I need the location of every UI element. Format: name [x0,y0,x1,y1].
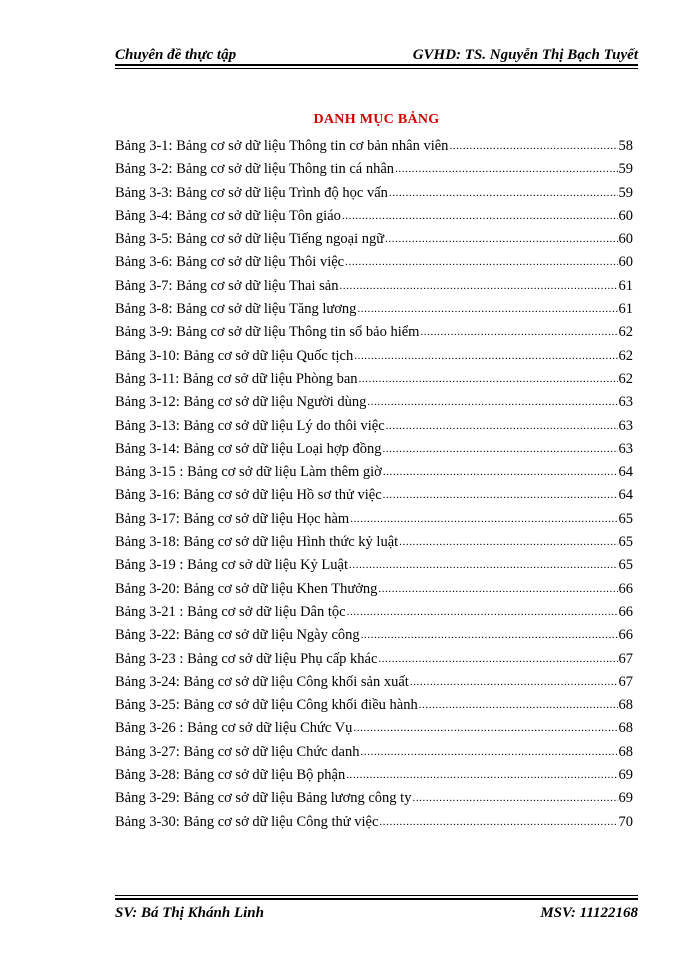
dot-leader [367,390,617,414]
dot-leader [379,810,617,834]
entry-page: 65 [618,510,633,527]
dot-leader [359,367,618,391]
header-rule-thin [115,68,638,69]
dot-leader [399,530,617,554]
entry-page: 58 [618,138,633,154]
entry-page: 60 [618,231,633,248]
entry-page: 62 [618,347,633,364]
dot-leader [395,157,617,181]
entry-label: Bảng 3-12: Bảng cơ sở dữ liệu Người dùng [115,394,367,411]
entry-page: 67 [618,650,633,667]
list-item[interactable] [115,484,633,507]
dot-leader [350,507,617,531]
dot-leader [349,553,617,577]
dot-leader [378,577,617,601]
entry-label: Bảng 3-4: Bảng cơ sở dữ liệu Tôn giáo [115,207,341,224]
list-item[interactable] [115,717,633,740]
entry-page: 61 [618,301,633,318]
list-item[interactable] [115,531,633,554]
list-item[interactable] [115,321,633,344]
list-item[interactable] [115,158,633,181]
entry-page: 62 [618,324,633,341]
list-item[interactable] [115,438,633,461]
dot-leader [383,460,618,484]
entry-page: 65 [618,557,633,574]
list-item[interactable] [115,741,633,764]
entry-page: 64 [618,464,633,481]
dot-leader [354,344,617,368]
dot-leader [410,670,618,694]
dot-leader [382,437,617,461]
dot-leader [342,204,618,228]
list-item[interactable] [115,135,633,158]
entry-label: Bảng 3-3: Bảng cơ sở dữ liệu Trình độ học vấn [115,184,388,201]
footer-student-id: MSV: 11122168 [540,904,638,921]
entry-label: Bảng 3-13: Bảng cơ sở dữ liệu Lý do thôi việc [115,417,385,434]
dot-leader [339,274,617,298]
list-item[interactable] [115,182,633,205]
list-item[interactable] [115,554,633,577]
dot-leader [378,647,617,671]
entry-label: Bảng 3-24: Bảng cơ sở dữ liệu Công khối sản xuất [115,673,409,690]
list-item[interactable] [115,624,633,647]
entry-page: 67 [618,673,633,690]
entry-page: 63 [618,440,633,457]
list-item[interactable] [115,508,633,531]
dot-leader [347,600,618,624]
dot-leader [449,134,617,158]
list-item[interactable] [115,671,633,694]
entry-label: Bảng 3-25: Bảng cơ sở dữ liệu Công khối điều hành [115,697,418,714]
list-item[interactable] [115,811,633,834]
entry-label: Bảng 3-5: Bảng cơ sở dữ liệu Tiếng ngoại ngữ [115,231,385,248]
entry-page: 60 [618,254,633,271]
list-item[interactable] [115,578,633,601]
entry-page: 66 [618,580,633,597]
dot-leader [345,250,617,274]
dot-leader [361,740,618,764]
entry-page: 68 [618,720,633,737]
list-item[interactable] [115,694,633,717]
entry-label: Bảng 3-28: Bảng cơ sở dữ liệu Bộ phận [115,767,346,784]
list-item[interactable] [115,415,633,438]
page-footer [115,902,638,924]
entry-page: 69 [618,767,633,784]
page-title: DANH MỤC BẢNG [313,112,440,127]
entry-page: 64 [618,487,633,504]
header-right-text: GVHD: TS. Nguyễn Thị Bạch Tuyết [412,47,638,63]
list-item[interactable] [115,368,633,391]
dot-leader [346,763,617,787]
dot-leader [389,181,618,205]
entry-page: 62 [618,370,633,387]
entry-page: 63 [618,394,633,411]
entry-label: Bảng 3-6: Bảng cơ sở dữ liệu Thôi việc [115,254,345,271]
dot-leader [419,693,618,717]
list-item[interactable] [115,391,633,414]
entry-label: Bảng 3-30: Bảng cơ sở dữ liệu Công thử việc [115,813,379,830]
entry-label: Bảng 3-22: Bảng cơ sở dữ liệu Ngày công [115,627,360,644]
footer-rule-thick [115,898,638,900]
footer-rule-thin [115,895,638,896]
list-item[interactable] [115,345,633,368]
list-item[interactable] [115,228,633,251]
list-item[interactable] [115,298,633,321]
entry-label: Bảng 3-2: Bảng cơ sở dữ liệu Thông tin cá nhân [115,161,395,178]
entry-page: 68 [618,743,633,760]
entry-label: Bảng 3-7: Bảng cơ sở dữ liệu Thai sản [115,277,339,294]
dot-leader [383,483,618,507]
entry-label: Bảng 3-29: Bảng cơ sở dữ liệu Bảng lương công ty [115,790,412,807]
list-item[interactable] [115,648,633,671]
entry-label: Bảng 3-23 : Bảng cơ sở dữ liệu Phụ cấp khác [115,650,378,667]
table-list [115,135,633,834]
entry-page: 63 [618,417,633,434]
entry-page: 65 [618,534,633,551]
entry-label: Bảng 3-26 : Bảng cơ sở dữ liệu Chức Vụ [115,720,353,737]
header-rule-thick [115,64,638,66]
entry-page: 66 [618,627,633,644]
dot-leader [386,414,618,438]
entry-label: Bảng 3-8: Bảng cơ sở dữ liệu Tăng lương [115,301,357,318]
entry-page: 60 [618,207,633,224]
header-left-text: Chuyên đề thực tập [115,47,237,63]
dot-leader [385,227,617,251]
list-item[interactable] [115,205,633,228]
list-item[interactable] [115,461,633,484]
entry-page: 68 [618,697,633,714]
list-item[interactable] [115,275,633,298]
entry-page: 59 [618,161,633,178]
entry-label: Bảng 3-1: Bảng cơ sở dữ liệu Thông tin cơ bản nhân viên [115,138,449,154]
page-header [115,38,638,64]
list-item[interactable] [115,601,633,624]
dot-leader [361,623,618,647]
entry-label: Bảng 3-10: Bảng cơ sở dữ liệu Quốc tịch [115,347,354,364]
entry-label: Bảng 3-19 : Bảng cơ sở dữ liệu Kỷ Luật [115,557,349,574]
entry-page: 69 [618,790,633,807]
entry-page: 66 [618,603,633,620]
dot-leader [412,786,617,810]
list-item[interactable] [115,764,633,787]
entry-page: 59 [618,184,633,201]
entry-page: 70 [618,813,633,830]
entry-label: Bảng 3-17: Bảng cơ sở dữ liệu Học hàm [115,510,350,527]
dot-leader [420,320,617,344]
entry-label: Bảng 3-16: Bảng cơ sở dữ liệu Hồ sơ thử việc [115,487,382,504]
entry-label: Bảng 3-20: Bảng cơ sở dữ liệu Khen Thưởng [115,580,378,597]
entry-label: Bảng 3-21 : Bảng cơ sở dữ liệu Dân tộc [115,603,346,620]
entry-label: Bảng 3-27: Bảng cơ sở dữ liệu Chức danh [115,743,360,760]
entry-label: Bảng 3-11: Bảng cơ sở dữ liệu Phòng ban [115,370,358,387]
dot-leader [357,297,617,321]
entry-label: Bảng 3-9: Bảng cơ sở dữ liệu Thông tin sổ bảo hiểm [115,324,420,341]
entry-page: 61 [618,277,633,294]
footer-student-name: SV: Bá Thị Khánh Linh [115,904,264,921]
entry-label: Bảng 3-14: Bảng cơ sở dữ liệu Loại hợp đồng [115,440,382,457]
list-item[interactable] [115,251,633,274]
entry-label: Bảng 3-15 : Bảng cơ sở dữ liệu Làm thêm giờ [115,464,382,481]
dot-leader [353,716,617,740]
list-item[interactable] [115,787,633,810]
entry-label: Bảng 3-18: Bảng cơ sở dữ liệu Hình thức kỷ luật [115,534,399,551]
